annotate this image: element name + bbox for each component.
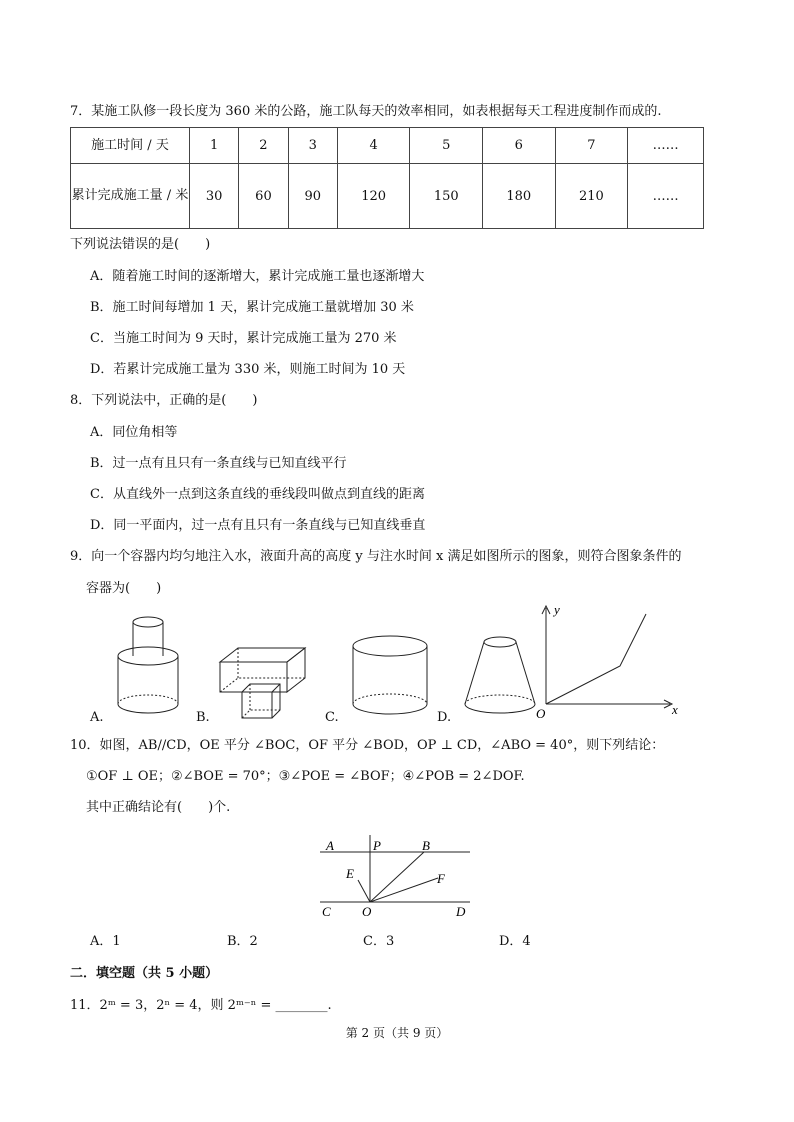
point-a-label: A [326, 838, 334, 853]
q10-option-c: C．3 [363, 934, 395, 949]
table-cell: …… [628, 128, 704, 164]
table-cell: 210 [555, 164, 628, 229]
table-row [71, 128, 704, 164]
q10-option-d: D．4 [499, 934, 531, 949]
table-cell: 60 [239, 164, 288, 229]
container-d-figure [465, 637, 535, 713]
table-cell: 5 [410, 128, 483, 164]
q10-option-b: B．2 [227, 934, 258, 949]
table-cell: 7 [555, 128, 628, 164]
q9-origin-label: O [536, 706, 546, 721]
point-c-label: C [322, 904, 331, 919]
table-cell: 30 [190, 164, 239, 229]
container-c-figure [353, 636, 427, 714]
table-cell: 6 [483, 128, 556, 164]
q8-stem: 8．下列说法中，正确的是( ) [70, 393, 258, 408]
q10-option-a: A．1 [90, 934, 121, 949]
q9-label-c: C. [325, 710, 339, 725]
table-cell: 180 [483, 164, 556, 229]
q7-question: 下列说法错误的是( ) [70, 237, 211, 252]
table-cell: 2 [239, 128, 288, 164]
table-cell: 90 [288, 164, 337, 229]
q7-stem: 7．某施工队修一段长度为 360 米的公路，施工队每天的效率相同，如表根据每天工程进度制作而成的. [70, 104, 662, 119]
q10-figure [310, 830, 490, 925]
q9-label-d: D. [437, 710, 452, 725]
q9-graph [542, 606, 672, 708]
q7-option-d: D．若累计完成施工量为 330 米，则施工时间为 10 天 [90, 362, 406, 377]
table-cell: 150 [410, 164, 483, 229]
table-row [71, 164, 704, 229]
page-footer: 第 2 页（共 9 页） [345, 1026, 449, 1040]
table-cell: 1 [190, 128, 239, 164]
q9-stem-line2: 容器为( ) [86, 581, 162, 596]
container-a-figure [118, 617, 178, 713]
point-d-label: D [456, 904, 466, 919]
q7-option-b: B．施工时间每增加 1 天，累计完成施工量就增加 30 米 [90, 300, 414, 315]
q10-conclusions: ①OF ⊥ OE；②∠BOE = 70°；③∠POE = ∠BOF；④∠POB = 2∠DOF. [86, 769, 525, 784]
q9-y-label: y [554, 602, 560, 617]
table-header-time: 施工时间 / 天 [71, 128, 190, 164]
table-header-amount: 累计完成施工量 / 米 [71, 164, 190, 229]
line-oe [358, 880, 370, 902]
container-b-figure [220, 648, 305, 718]
q8-option-c: C．从直线外一点到这条直线的垂线段叫做点到直线的距离 [90, 487, 425, 502]
table-cell: 4 [337, 128, 410, 164]
point-e-label: E [346, 866, 354, 881]
q9-x-label: x [672, 702, 678, 717]
q9-graph-line [546, 614, 646, 704]
table-cell: …… [628, 164, 704, 229]
q10-stem: 10．如图，AB//CD，OE 平分 ∠BOC，OF 平分 ∠BOD，OP ⊥ CD，∠ABO = 40°，则下列结论： [70, 738, 665, 753]
table-cell: 120 [337, 164, 410, 229]
q7-table [70, 127, 704, 229]
q8-option-a: A．同位角相等 [90, 425, 178, 440]
q8-option-d: D．同一平面内，过一点有且只有一条直线与已知直线垂直 [90, 518, 426, 533]
q7-option-c: C．当施工时间为 9 天时，累计完成施工量为 270 米 [90, 331, 397, 346]
q8-option-b: B．过一点有且只有一条直线与已知直线平行 [90, 456, 347, 471]
table-cell: 3 [288, 128, 337, 164]
line-ob [370, 852, 424, 902]
point-o-label: O [362, 904, 372, 919]
q7-option-a: A．随着施工时间的逐渐增大，累计完成施工量也逐渐增大 [90, 269, 425, 284]
line-of [370, 878, 438, 902]
q9-stem-line1: 9．向一个容器内均匀地注入水，液面升高的高度 y 与注水时间 x 满足如图所示的图象，则符合图象条件的 [70, 549, 682, 564]
q11-stem: 11．2ᵐ = 3，2ⁿ = 4，则 2ᵐ⁻ⁿ = ________. [70, 998, 332, 1013]
point-b-label: B [422, 838, 430, 853]
point-f-label: F [437, 871, 445, 886]
q10-question: 其中正确结论有( )个. [86, 800, 231, 815]
point-p-label: P [373, 838, 381, 853]
q9-figures [80, 600, 700, 730]
q9-label-b: B. [196, 710, 210, 725]
q9-label-a: A. [90, 710, 104, 725]
section-heading: 二．填空题（共 5 小题） [70, 966, 219, 981]
